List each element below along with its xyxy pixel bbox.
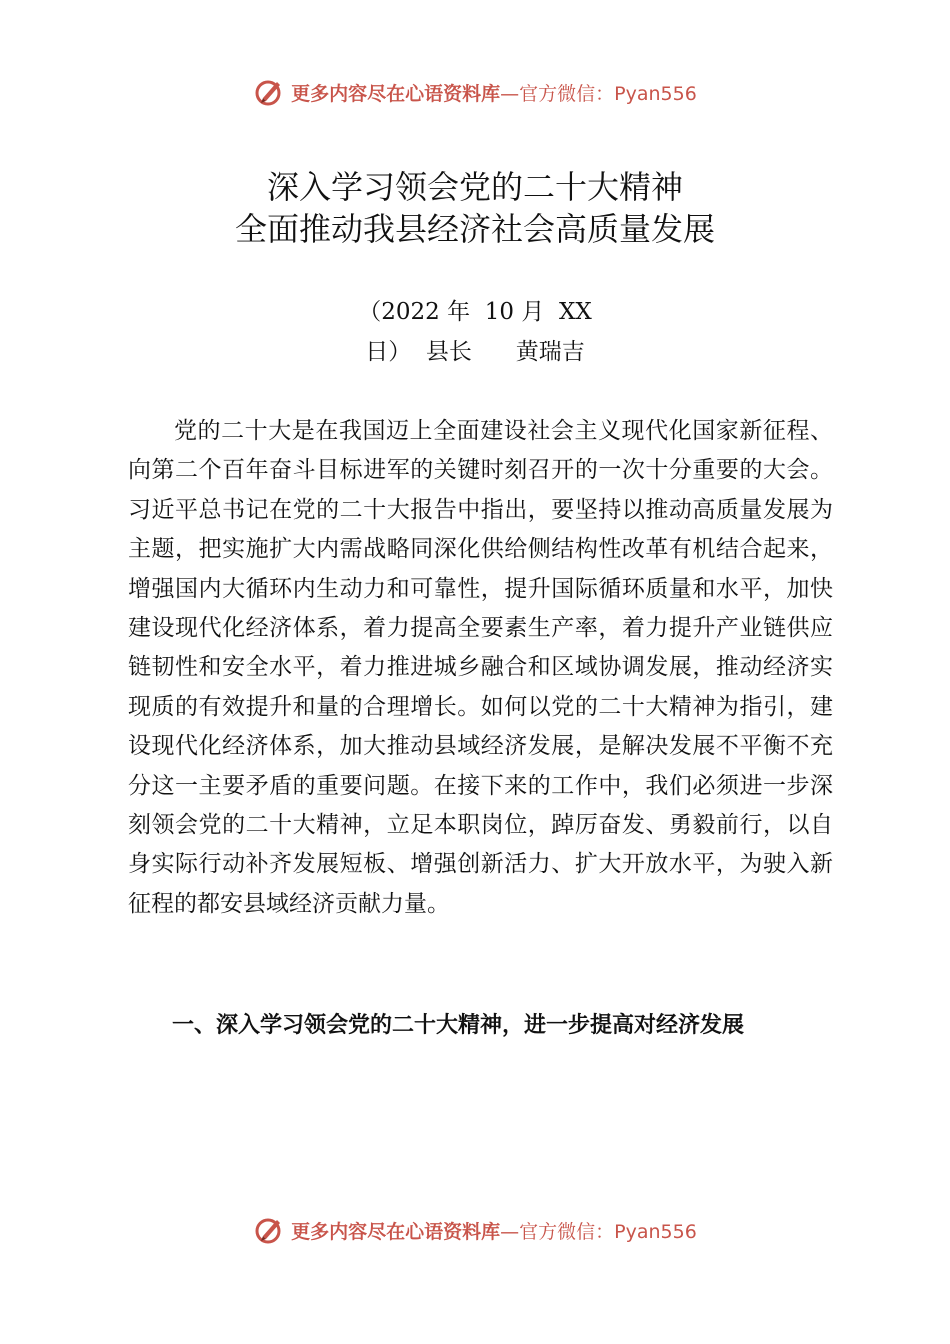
banner-text — [291, 79, 697, 106]
title-line-1: 深入学习领会党的二十大精神 — [266, 168, 683, 206]
banner-content — [253, 76, 697, 108]
section-heading-1: 一、深入学习领会党的二十大精神，进一步提高对经济发展 — [172, 1013, 745, 1038]
banner-content — [253, 1214, 697, 1246]
header-watermark-banner — [0, 72, 950, 112]
banner-site-name: 更多内容尽在心语资料库 — [291, 82, 501, 105]
pen-circle-logo-icon — [253, 76, 285, 108]
dateline-line-2: 日） 县长 黄瑞吉 — [365, 339, 585, 365]
footer-watermark-banner — [0, 1210, 950, 1250]
title-line-2: 全面推动我县经济社会高质量发展 — [234, 210, 715, 248]
document-title — [0, 166, 950, 250]
banner-text — [291, 1217, 697, 1244]
banner-wechat: —官方微信：Pyan556 — [500, 1220, 697, 1243]
document-body — [128, 412, 833, 924]
dateline — [0, 292, 950, 372]
banner-site-name: 更多内容尽在心语资料库 — [291, 1220, 501, 1243]
dateline-line-1: （2022 年 10 月 XX — [358, 299, 592, 325]
body-paragraph-1: 党的二十大是在我国迈上全面建设社会主义现代化国家新征程、向第二个百年奋斗目标进军的关键时刻召开的一次十分重要的大会。习近平总书记在党的二十大报告中指出，要坚持以推动高质量发展为主题，把实施扩大内需战略同深化供给侧结构性改革有机结合起来，增强国内大循环内生动力和可靠性，提升国际循环质量和水平，加快建设现代化经济体系，着力提高全要素生产率，着力提升产业链供应链韧性和安全水平，着力推进城乡融合和区域协调发展，推动经济实现质的有效提升和量的合理增长。如何以党的二十大精神为指引，建设现代化经济体系，加大推动县域经济发展，是解决发展不平衡不充分这一主要矛盾的重要问题。在接下来的工作中，我们必须进一步深刻领会党的二十大精神，立足本职岗位，踔厉奋发、勇毅前行，以自身实际行动补齐发展短板、增强创新活力、扩大开放水平，为驶入新征程的都安县域经济贡献力量。 — [128, 418, 833, 917]
banner-wechat: —官方微信：Pyan556 — [500, 82, 697, 105]
pen-circle-logo-icon — [253, 1214, 285, 1246]
